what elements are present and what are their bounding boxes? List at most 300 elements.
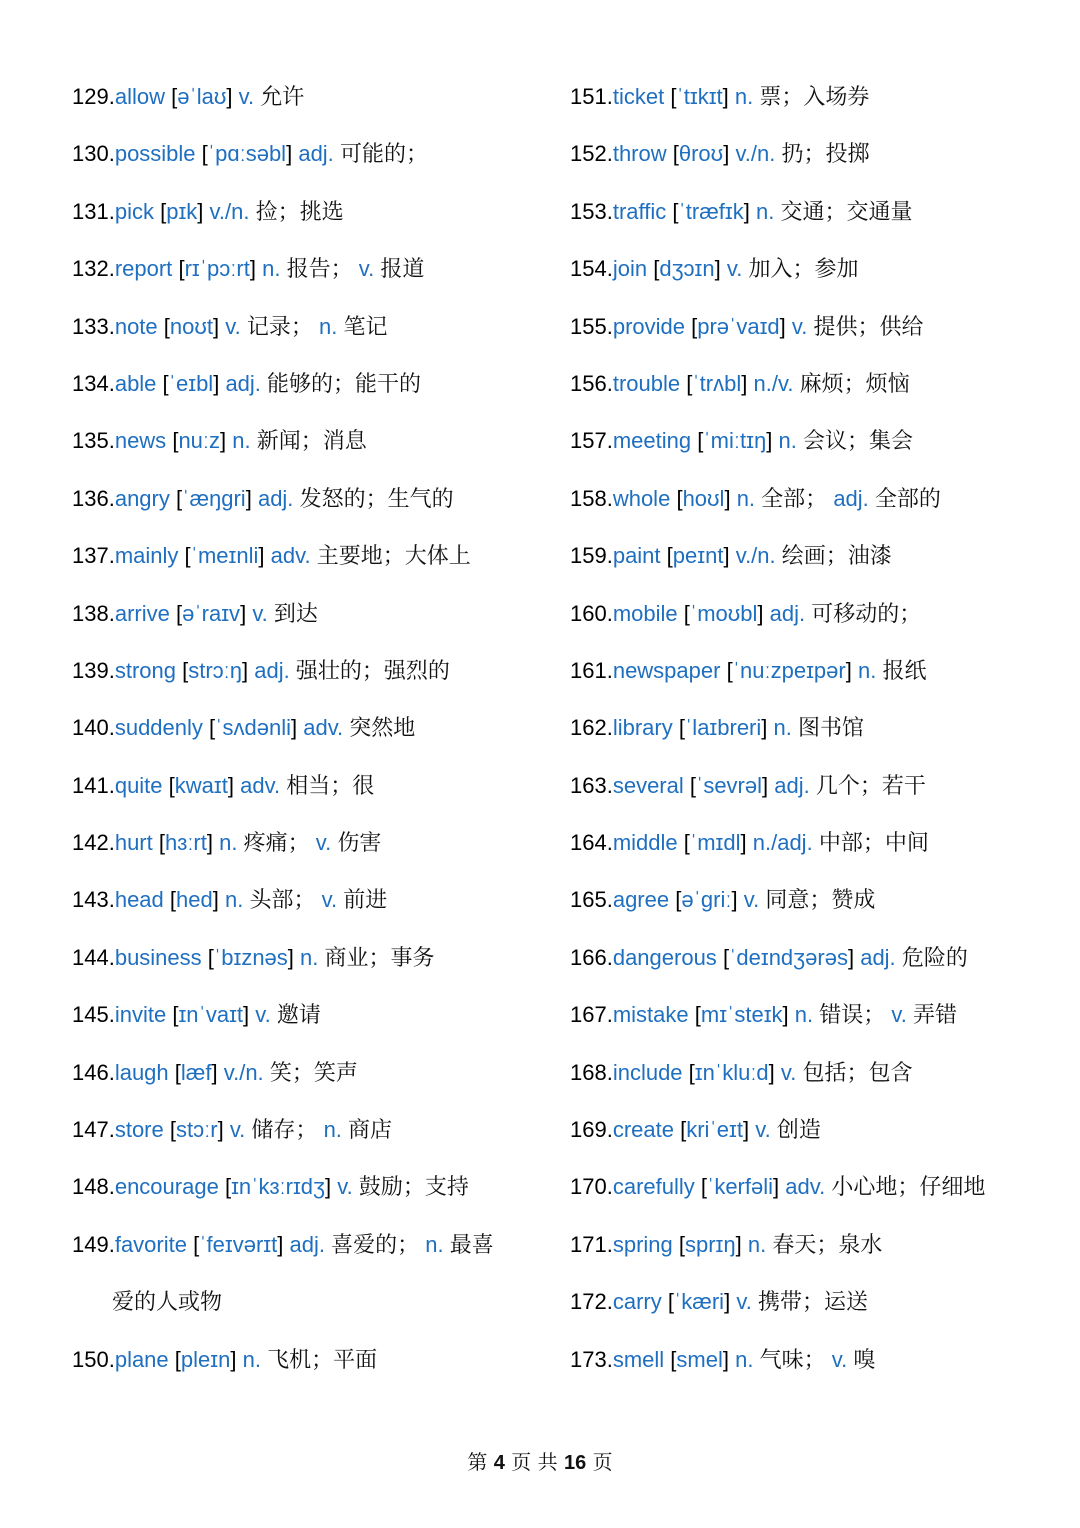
ipa-bracket-open: [ (201, 141, 208, 167)
footer-prefix: 第 (467, 1450, 488, 1474)
ipa-bracket-open: [ (209, 715, 216, 741)
entry-number: 167. (570, 1002, 613, 1028)
ipa-bracket-close: ] (213, 370, 220, 396)
entry-word: allow (114, 84, 165, 109)
entry-meaning-continued: 爱的人或物 (112, 1290, 223, 1316)
vocab-entry (570, 68, 1070, 125)
entry-number: 133. (72, 313, 115, 339)
ipa-bracket-open: [ (676, 485, 683, 511)
entry-number: 139. (72, 657, 115, 683)
entry-number: 140. (72, 715, 115, 741)
vocab-entry (72, 1044, 542, 1101)
ipa-bracket-close: ] (723, 543, 730, 569)
entry-word: mainly (114, 543, 179, 569)
entry-word: hurt (114, 830, 153, 856)
entry-part-of-speech: adv. (785, 1174, 826, 1200)
entry-meaning: 提供；供给 (813, 314, 924, 340)
entry-number: 138. (72, 600, 115, 626)
ipa-bracket-close: ] (287, 944, 294, 970)
ipa-bracket-close: ] (742, 1117, 750, 1143)
ipa-bracket-open: [ (162, 370, 169, 396)
ipa-bracket-close: ] (258, 543, 265, 569)
ipa-bracket-close: ] (847, 944, 855, 970)
entry-phonetic: ˈæŋgri (182, 485, 246, 511)
entry-part-of-speech-2: v. (315, 830, 332, 856)
ipa-bracket-close: ] (230, 1346, 237, 1372)
entry-part-of-speech: n. (857, 657, 877, 683)
ipa-bracket-close: ] (240, 600, 247, 626)
entry-number: 149. (72, 1231, 115, 1257)
ipa-bracket-close: ] (286, 141, 293, 167)
entry-number: 168. (570, 1059, 613, 1085)
entry-part-of-speech: n. (756, 198, 775, 224)
ipa-bracket-close: ] (325, 1174, 332, 1200)
entry-word: plane (114, 1346, 169, 1372)
entry-word: meeting (612, 428, 692, 454)
entry-meaning: 扔；投掷 (781, 142, 870, 168)
vocab-entry (570, 240, 1070, 297)
entry-number: 153. (570, 198, 613, 224)
entry-word: spring (612, 1231, 673, 1257)
entry-part-of-speech: v. (755, 1117, 771, 1143)
vocab-entry (72, 1216, 542, 1273)
entry-number: 155. (570, 313, 613, 339)
entry-phonetic: strɔːŋ (188, 657, 243, 683)
ipa-bracket-open: [ (175, 600, 183, 626)
entry-phonetic: ˈnuːzpeɪpər (732, 657, 846, 683)
entry-phonetic: ˈtræfɪk (678, 198, 744, 224)
entry-meaning: 允许 (260, 85, 305, 110)
ipa-bracket-open: [ (207, 944, 214, 970)
entry-phonetic: ˈdeɪndʒərəs (729, 944, 848, 970)
entry-number: 130. (72, 141, 115, 167)
entry-word: possible (114, 141, 196, 167)
entry-number: 172. (570, 1289, 613, 1315)
ipa-bracket-open: [ (160, 198, 167, 224)
entry-part-of-speech: v. (743, 887, 760, 913)
entry-meaning-2: 商店 (348, 1118, 393, 1144)
ipa-bracket-open: [ (193, 1231, 200, 1257)
entry-phonetic: ˈpɑːsəbl (207, 141, 287, 167)
entry-number: 141. (72, 772, 115, 798)
entry-part-of-speech: n. (300, 944, 319, 970)
entry-part-of-speech: v. (238, 84, 255, 109)
ipa-bracket-close: ] (782, 1002, 789, 1028)
entry-word: several (612, 772, 684, 798)
entry-phonetic: sprɪŋ (685, 1231, 736, 1257)
entry-part-of-speech: v. (726, 256, 743, 282)
entry-meaning: 可移动的； (811, 601, 922, 627)
entry-number: 131. (72, 198, 115, 224)
entry-word: able (114, 370, 157, 396)
entry-meaning-2: 最喜 (449, 1232, 494, 1258)
vocab-entry-continuation (72, 1273, 542, 1330)
vocab-column-right (570, 68, 1070, 1388)
entry-word: suddenly (114, 715, 203, 741)
entry-word: join (612, 256, 648, 282)
entry-part-of-speech: adj. (860, 944, 896, 970)
entry-part-of-speech: n. (778, 428, 797, 454)
ipa-bracket-close: ] (773, 1174, 780, 1200)
ipa-bracket-open: [ (171, 84, 178, 109)
entry-meaning: 发怒的；生气的 (299, 486, 454, 512)
vocab-entry (570, 1101, 1070, 1158)
entry-part-of-speech-2: n. (425, 1231, 444, 1257)
ipa-bracket-close: ] (743, 198, 750, 224)
entry-part-of-speech: adv. (270, 543, 311, 569)
ipa-bracket-open: [ (700, 1174, 707, 1200)
entry-meaning: 会议；集会 (802, 429, 913, 455)
entry-number: 134. (72, 370, 115, 396)
entry-number: 136. (72, 485, 115, 511)
entry-number: 170. (570, 1174, 613, 1200)
ipa-bracket-close: ] (723, 141, 730, 167)
entry-meaning: 飞机；平面 (267, 1347, 378, 1373)
vocab-entry (570, 298, 1070, 355)
entry-number: 165. (570, 887, 613, 913)
entry-word: create (612, 1117, 674, 1143)
entry-phonetic: ˈsevrəl (696, 772, 763, 798)
entry-phonetic: dʒɔɪn (659, 256, 715, 282)
entry-meaning: 图书馆 (798, 716, 865, 742)
entry-phonetic: əˈgriː (681, 887, 732, 913)
entry-number: 146. (72, 1059, 115, 1085)
ipa-bracket-close: ] (227, 772, 234, 798)
entry-word: trouble (612, 370, 681, 396)
entry-word: include (612, 1059, 683, 1085)
ipa-bracket-open: [ (172, 428, 179, 454)
entry-part-of-speech: v./n. (223, 1059, 264, 1085)
entry-number: 145. (72, 1002, 115, 1028)
vocab-entry (570, 929, 1070, 986)
ipa-bracket-open: [ (697, 428, 704, 454)
ipa-bracket-open: [ (672, 141, 679, 167)
ipa-bracket-close: ] (211, 1059, 218, 1085)
entry-word: note (114, 313, 158, 339)
entry-number: 147. (72, 1117, 115, 1143)
ipa-bracket-open: [ (670, 1346, 677, 1372)
vocab-entry (570, 757, 1070, 814)
entry-number: 151. (570, 84, 613, 109)
entry-number: 173. (570, 1346, 613, 1372)
entry-part-of-speech: n. (232, 428, 251, 454)
entry-word: throw (612, 141, 667, 167)
ipa-bracket-open: [ (678, 1231, 685, 1257)
ipa-bracket-close: ] (290, 715, 298, 741)
entry-part-of-speech-2: n. (323, 1117, 342, 1143)
entry-word: mistake (612, 1002, 689, 1028)
entry-phonetic: kriˈeɪt (686, 1117, 743, 1143)
ipa-bracket-close: ] (722, 84, 729, 109)
entry-word: report (114, 256, 173, 282)
vocab-entry (570, 355, 1070, 412)
footer-page-number: 4 (493, 1452, 505, 1474)
entry-part-of-speech: adj. (254, 657, 290, 683)
footer-middle: 页 共 (511, 1450, 558, 1474)
vocab-entry (570, 1216, 1070, 1273)
entry-number: 158. (570, 485, 613, 511)
entry-word: smell (612, 1346, 665, 1372)
entry-phonetic: ɪnˈkluːd (694, 1059, 769, 1085)
entry-number: 152. (570, 141, 613, 167)
ipa-bracket-open: [ (722, 944, 730, 970)
ipa-bracket-open: [ (172, 1002, 179, 1028)
entry-number: 148. (72, 1174, 115, 1200)
ipa-bracket-close: ] (226, 84, 233, 109)
ipa-bracket-open: [ (184, 543, 191, 569)
entry-word: mobile (612, 600, 678, 626)
entry-part-of-speech-2: v. (891, 1002, 907, 1028)
entry-meaning: 报告； (286, 257, 353, 283)
entry-meaning: 邀请 (276, 1003, 321, 1029)
ipa-bracket-open: [ (683, 600, 690, 626)
ipa-bracket-close: ] (249, 256, 256, 282)
entry-phonetic: ˈtɪkɪt (676, 84, 723, 109)
entry-meaning-2: 笔记 (343, 314, 388, 340)
ipa-bracket-open: [ (176, 485, 183, 511)
entry-number: 135. (72, 428, 115, 454)
ipa-bracket-open: [ (163, 313, 170, 339)
entry-meaning: 几个；若干 (815, 773, 926, 799)
entry-phonetic: ˈmɪdl (689, 830, 741, 856)
entry-meaning: 交通；交通量 (780, 199, 913, 225)
entry-word: pick (114, 198, 154, 224)
entry-part-of-speech: v. (736, 1289, 752, 1315)
entry-part-of-speech-2: n. (319, 313, 338, 339)
entry-number: 142. (72, 830, 115, 856)
ipa-bracket-close: ] (768, 1059, 775, 1085)
entry-phonetic: ˈkerfəli (707, 1174, 774, 1200)
ipa-bracket-open: [ (178, 256, 185, 282)
entry-word: carry (612, 1289, 662, 1315)
entry-word: carefully (612, 1174, 695, 1200)
vocab-entry (570, 871, 1070, 928)
entry-number: 156. (570, 370, 613, 396)
vocab-entry (72, 412, 542, 469)
entry-part-of-speech: adj. (289, 1231, 325, 1257)
entry-number: 129. (72, 84, 115, 109)
entry-phonetic: ˈmoʊbl (689, 600, 758, 626)
entry-word: angry (114, 485, 170, 511)
entry-meaning: 新闻；消息 (256, 429, 367, 455)
ipa-bracket-close: ] (735, 1231, 742, 1257)
entry-meaning-2: 嗅 (853, 1347, 876, 1373)
ipa-bracket-open: [ (672, 198, 679, 224)
vocab-entry (72, 183, 542, 240)
vocab-entry (570, 986, 1070, 1043)
footer-total-pages: 16 (563, 1452, 587, 1474)
vocab-entry (72, 240, 542, 297)
entry-meaning: 笑；笑声 (269, 1060, 358, 1086)
entry-phonetic: θroʊ (678, 141, 724, 167)
entry-meaning: 能够的；能干的 (267, 371, 422, 397)
vocab-column-left (72, 68, 542, 1388)
ipa-bracket-open: [ (689, 772, 696, 798)
entry-number: 166. (570, 944, 613, 970)
vocab-entry (570, 585, 1070, 642)
vocab-entry (72, 757, 542, 814)
entry-part-of-speech: v. (791, 313, 808, 339)
ipa-bracket-open: [ (169, 887, 177, 913)
entry-number: 150. (72, 1346, 115, 1372)
entry-part-of-speech-2: v. (321, 887, 338, 913)
entry-part-of-speech: n. (219, 830, 238, 856)
entry-number: 161. (570, 657, 613, 683)
entry-word: news (114, 428, 167, 454)
vocab-entry (570, 183, 1070, 240)
vocab-entry (570, 527, 1070, 584)
entry-word: business (114, 944, 202, 970)
entry-meaning: 绘画；油漆 (781, 544, 892, 570)
ipa-bracket-close: ] (277, 1231, 284, 1257)
entry-meaning: 创造 (776, 1118, 821, 1144)
entry-word: favorite (114, 1231, 187, 1257)
vocab-entry (72, 986, 542, 1043)
ipa-bracket-open: [ (174, 1346, 181, 1372)
vocab-entry (72, 871, 542, 928)
entry-meaning: 喜爱的； (331, 1232, 420, 1258)
ipa-bracket-close: ] (724, 485, 731, 511)
vocab-entry (570, 699, 1070, 756)
entry-phonetic: stɔːr (176, 1117, 218, 1143)
entry-meaning-2: 前进 (343, 888, 388, 914)
entry-word: dangerous (612, 944, 717, 970)
ipa-bracket-open: [ (182, 657, 189, 683)
entry-meaning: 相当；很 (286, 773, 375, 799)
entry-part-of-speech-2: v. (831, 1346, 848, 1372)
entry-part-of-speech: v. (255, 1002, 271, 1028)
entry-number: 160. (570, 600, 613, 626)
entry-part-of-speech: v. (337, 1174, 353, 1200)
vocab-entry (570, 125, 1070, 182)
ipa-bracket-close: ] (740, 830, 747, 856)
entry-part-of-speech-2: v. (358, 256, 375, 282)
entry-meaning: 错误； (819, 1003, 886, 1029)
entry-part-of-speech: n./adj. (752, 830, 813, 856)
entry-part-of-speech-2: adj. (833, 485, 869, 511)
entry-number: 159. (570, 543, 613, 569)
entry-phonetic: ˈkæri (673, 1289, 725, 1315)
entry-meaning: 同意；赞成 (765, 888, 876, 914)
entry-part-of-speech: n. (736, 485, 756, 511)
ipa-bracket-open: [ (680, 1117, 687, 1143)
entry-part-of-speech: adj. (769, 600, 806, 626)
entry-meaning: 记录； (246, 314, 313, 340)
entry-word: encourage (114, 1174, 219, 1200)
entry-word: strong (114, 657, 176, 683)
entry-phonetic: mɪˈsteɪk (700, 1002, 783, 1028)
entry-part-of-speech: adj. (774, 772, 810, 798)
ipa-bracket-close: ] (757, 600, 764, 626)
ipa-bracket-open: [ (158, 830, 165, 856)
entry-part-of-speech: n. (262, 256, 281, 282)
ipa-bracket-open: [ (688, 1059, 695, 1085)
entry-meaning-2: 报道 (380, 257, 425, 283)
entry-part-of-speech: n. (735, 1346, 754, 1372)
entry-meaning: 储存； (251, 1118, 318, 1144)
entry-word: head (114, 887, 164, 913)
entry-part-of-speech: v. (225, 313, 241, 339)
vocab-entry (72, 527, 542, 584)
entry-number: 143. (72, 887, 115, 913)
ipa-bracket-close: ] (761, 715, 768, 741)
entry-number: 162. (570, 715, 613, 741)
entry-phonetic: ˈlaɪbreri (684, 715, 762, 741)
entry-phonetic: əˈlaʊ (177, 84, 227, 109)
entry-phonetic: ɪnˈvaɪt (178, 1002, 244, 1028)
entry-meaning-2: 弄错 (913, 1003, 958, 1029)
entry-phonetic: ˈtrʌbl (692, 370, 742, 396)
vocab-entry (570, 1331, 1070, 1388)
entry-word: ticket (612, 84, 665, 109)
footer-suffix: 页 (592, 1450, 613, 1474)
vocab-entry (72, 1331, 542, 1388)
entry-number: 137. (72, 543, 115, 569)
entry-number: 157. (570, 428, 613, 454)
entry-part-of-speech: n. (225, 887, 244, 913)
entry-word: agree (612, 887, 670, 913)
ipa-bracket-open: [ (678, 715, 685, 741)
ipa-bracket-close: ] (217, 1117, 224, 1143)
entry-meaning: 加入；参加 (748, 257, 859, 283)
entry-phonetic: əˈraɪv (182, 600, 241, 626)
entry-part-of-speech: v./n. (735, 543, 776, 569)
entry-meaning: 全部； (761, 486, 828, 512)
vocab-entry (72, 585, 542, 642)
entry-part-of-speech: v. (780, 1059, 797, 1085)
ipa-bracket-close: ] (243, 1002, 250, 1028)
entry-phonetic: ˈmeɪnli (190, 543, 259, 569)
entry-meaning: 危险的 (901, 945, 968, 971)
ipa-bracket-open: [ (691, 313, 698, 339)
ipa-bracket-open: [ (667, 1289, 674, 1315)
vocab-entry (570, 1273, 1070, 1330)
entry-word: store (114, 1117, 164, 1143)
entry-meaning: 到达 (273, 601, 318, 627)
entry-part-of-speech: adj. (257, 485, 294, 511)
entry-word: invite (114, 1002, 167, 1028)
ipa-bracket-close: ] (731, 887, 738, 913)
entry-word: newspaper (612, 657, 721, 683)
ipa-bracket-close: ] (714, 256, 721, 282)
entry-part-of-speech: n. (242, 1346, 261, 1372)
vocab-entry (570, 814, 1070, 871)
vocab-entry (570, 1158, 1070, 1215)
entry-meaning-2: 伤害 (337, 831, 382, 857)
entry-word: paint (612, 543, 661, 569)
entry-part-of-speech: n./v. (753, 370, 794, 396)
entry-number: 169. (570, 1117, 613, 1143)
vocab-entry (72, 1101, 542, 1158)
entry-meaning: 麻烦；烦恼 (799, 371, 910, 397)
vocab-entry (72, 125, 542, 182)
entry-meaning: 包括；包含 (802, 1060, 913, 1086)
entry-phonetic: ˈmiːtɪŋ (703, 428, 767, 454)
entry-part-of-speech: v. (229, 1117, 246, 1143)
vocab-entry (72, 699, 542, 756)
entry-number: 144. (72, 944, 115, 970)
entry-phonetic: læf (180, 1059, 212, 1085)
entry-meaning: 捡；挑选 (255, 199, 344, 225)
entry-meaning: 携带；运送 (757, 1290, 868, 1316)
ipa-bracket-close: ] (741, 370, 748, 396)
vocab-entry (72, 298, 542, 355)
entry-word: whole (612, 485, 671, 511)
entry-phonetic: nuːz (178, 428, 221, 454)
ipa-bracket-close: ] (724, 1289, 731, 1315)
entry-word: laugh (114, 1059, 169, 1085)
entry-meaning: 突然地 (349, 716, 416, 742)
